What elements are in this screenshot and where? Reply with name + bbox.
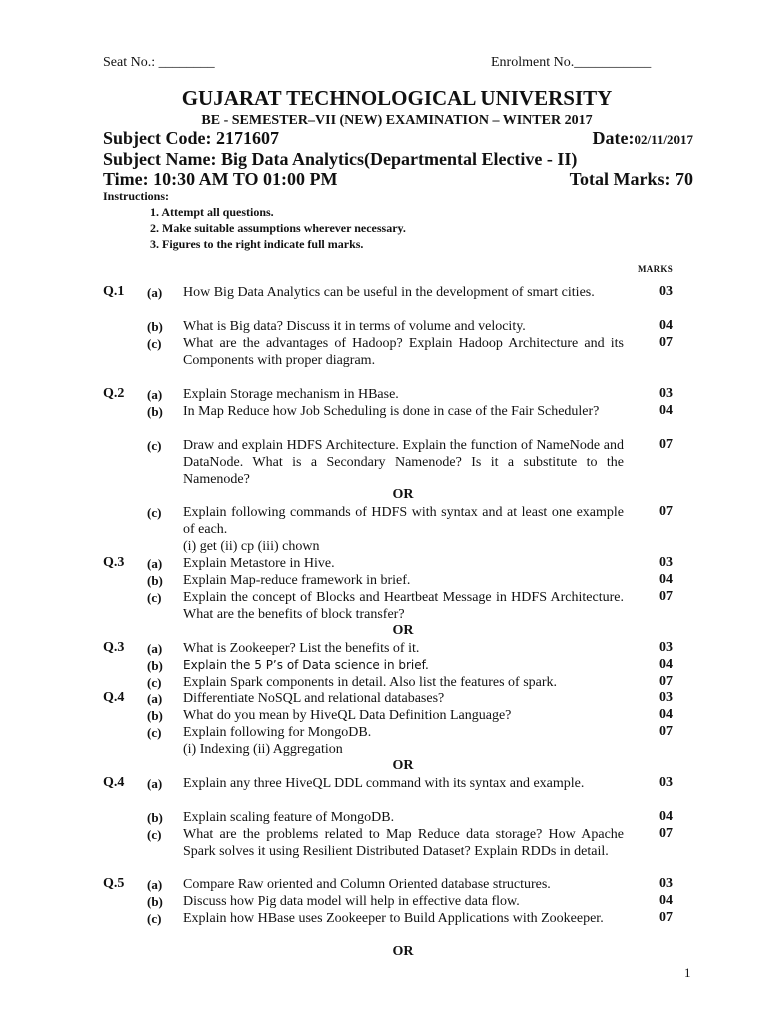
marks-column-heading: MARKS [638,264,673,274]
sub-question-label: (c) [147,505,162,520]
marks-value: 04 [659,707,673,722]
marks-value: 03 [659,775,673,790]
question-text-line: Differentiate NoSQL and relational databases? [183,691,445,706]
marks-value: 07 [659,589,673,604]
question-text-options: (i) Indexing (ii) Aggregation [183,742,343,757]
or-separator: OR [392,944,414,959]
marks-value: 07 [659,826,673,841]
question-text [183,403,624,420]
date-label: Date: [592,128,635,148]
question-text-line: How Big Data Analytics can be useful in the development of smart cities. [183,285,595,300]
marks-value: 03 [659,555,673,570]
question-text-line: Explain Map-reduce framework in brief. [183,573,411,588]
question-text [183,335,624,369]
question-text-line: Explain any three HiveQL DDL command with its syntax and example. [183,776,585,791]
sub-question-label: (b) [147,573,163,588]
question-text-line: Explain following commands of HDFS with syntax and at least one example of each. [183,505,624,537]
sub-question-label: (c) [147,827,162,842]
page-number: 1 [684,965,691,980]
question-text [183,674,624,691]
sub-question-label: (a) [147,556,163,571]
marks-value: 04 [659,572,673,587]
question-number: Q.2 [103,386,125,401]
or-separator: OR [392,487,414,502]
question-text [183,555,624,572]
total-marks: Total Marks: 70 [569,169,693,189]
question-text-line: What are the advantages of Hadoop? Explain Hadoop Architecture and its Components with proper diagram. [183,336,624,368]
or-separator: OR [392,623,414,638]
instructions-title: Instructions: [103,189,170,203]
sub-question-label: (a) [147,877,163,892]
exam-title: BE - SEMESTER–VII (NEW) EXAMINATION – WINTER 2017 [201,113,593,128]
question-text [183,707,624,724]
question-number: Q.3 [103,555,125,570]
question-number: Q.1 [103,284,125,299]
marks-value: 07 [659,437,673,452]
question-text-line: What is Big data? Discuss it in terms of volume and velocity. [183,319,526,334]
subject-code-row [103,128,693,149]
marks-value: 03 [659,386,673,401]
question-text [183,893,624,910]
marks-value: 04 [659,657,673,672]
subject-name: Subject Name: Big Data Analytics(Departmental Elective - II) [103,149,578,169]
marks-value: 07 [659,724,673,739]
question-text-line: Draw and explain HDFS Architecture. Explain the function of NameNode and DataNode. What is a Secondary Namenode? Is it a substitute to the Namenode? [183,438,624,487]
question-text [183,284,624,301]
question-text [183,809,624,826]
marks-value: 03 [659,690,673,705]
marks-value: 03 [659,876,673,891]
question-number: Q.4 [103,775,125,790]
sub-question-label: (c) [147,336,162,351]
sub-question-label: (b) [147,319,163,334]
marks-value: 03 [659,284,673,299]
instruction-item: 3. Figures to the right indicate full marks. [150,237,364,251]
question-text-line: Explain Spark components in detail. Also list the features of spark. [183,675,558,690]
question-text-line: Explain Storage mechanism in HBase. [183,387,399,402]
question-text-line: Explain following for MongoDB. [183,725,372,740]
question-text [183,657,624,674]
marks-value: 07 [659,504,673,519]
question-text-line: Explain scaling feature of MongoDB. [183,810,395,825]
question-number: Q.5 [103,876,125,891]
marks-value: 07 [659,335,673,350]
question-number: Q.4 [103,690,125,705]
sub-question-label: (c) [147,438,162,453]
exam-date [593,128,694,149]
sub-question-label: (c) [147,675,162,690]
marks-value: 07 [659,910,673,925]
question-text [183,640,624,657]
question-text [183,504,624,555]
seat-number-field: Seat No.: ________ [103,55,215,70]
sub-question-label: (a) [147,285,163,300]
time-row [103,169,693,190]
marks-value: 04 [659,318,673,333]
university-title: GUJARAT TECHNOLOGICAL UNIVERSITY [181,86,613,110]
sub-question-label: (b) [147,810,163,825]
sub-question-label: (a) [147,691,163,706]
question-text [183,724,624,758]
sub-question-label: (b) [147,894,163,909]
question-text [183,826,624,860]
question-text-line: In Map Reduce how Job Scheduling is done in case of the Fair Scheduler? [183,404,600,419]
question-text-line: Compare Raw oriented and Column Oriented database structures. [183,877,551,892]
sub-question-label: (a) [147,387,163,402]
instruction-item: 2. Make suitable assumptions wherever necessary. [150,221,406,235]
sub-question-label: (c) [147,725,162,740]
question-text [183,589,624,623]
sub-question-label: (c) [147,911,162,926]
enrolment-number-field: Enrolment No.___________ [491,55,652,70]
question-text [183,775,624,792]
sub-question-label: (a) [147,641,163,656]
marks-value: 03 [659,640,673,655]
question-text-line: What are the problems related to Map Reduce data storage? How Apache Spark solves it using Resilient Distributed Dataset? Explain RDDs in detail. [183,827,624,859]
question-text [183,572,624,589]
question-number: Q.3 [103,640,125,655]
instruction-item: 1. Attempt all questions. [150,205,274,219]
subject-code: Subject Code: 2171607 [103,128,279,148]
question-text-line: What is Zookeeper? List the benefits of it. [183,641,420,656]
question-text-line: Discuss how Pig data model will help in effective data flow. [183,894,520,909]
question-text-options: (i) get (ii) cp (iii) chown [183,539,320,554]
question-text [183,690,624,707]
sub-question-label: (b) [147,404,163,419]
marks-value: 04 [659,403,673,418]
question-text-line: Explain Metastore in Hive. [183,556,335,571]
question-text [183,910,624,927]
sub-question-label: (c) [147,590,162,605]
sub-question-label: (b) [147,708,163,723]
date-value: 02/11/2017 [634,132,693,147]
question-text-line: What do you mean by HiveQL Data Definition Language? [183,708,512,723]
marks-value: 04 [659,809,673,824]
question-text [183,318,624,335]
question-text-line: Explain how HBase uses Zookeeper to Build Applications with Zookeeper. [183,911,604,926]
or-separator: OR [392,758,414,773]
exam-time: Time: 10:30 AM TO 01:00 PM [103,169,338,189]
question-text [183,437,624,488]
marks-value: 07 [659,674,673,689]
marks-value: 04 [659,893,673,908]
question-text-line: Explain the concept of Blocks and Heartbeat Message in HDFS Architecture. What are the benefits of block transfer? [183,590,624,622]
sub-question-label: (a) [147,776,163,791]
sub-question-label: (b) [147,658,163,673]
question-text [183,386,624,403]
question-text-line: Explain the 5 P’s of Data science in brief. [183,658,429,672]
question-text [183,876,624,893]
